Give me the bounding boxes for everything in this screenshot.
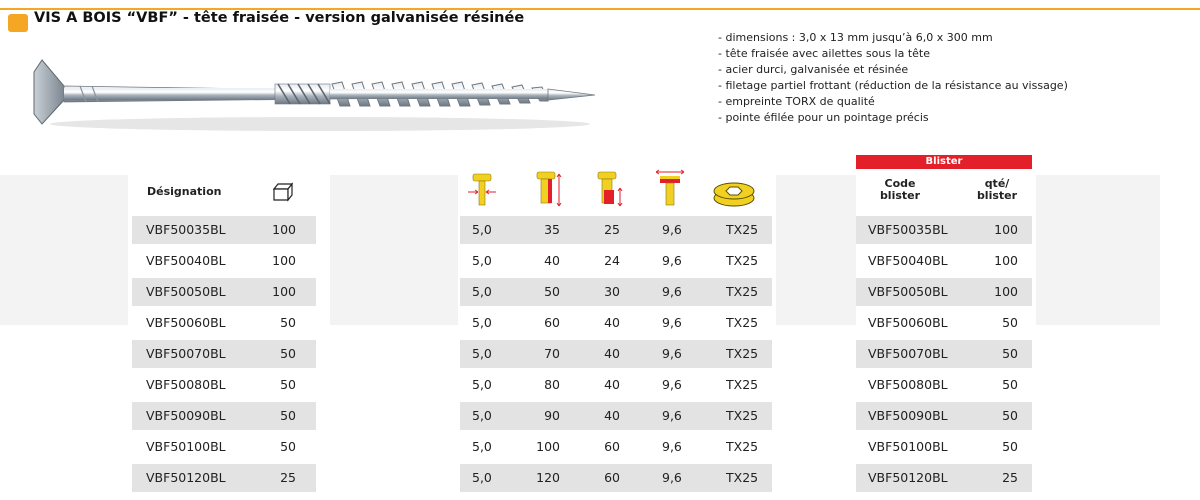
length-cell: 90 xyxy=(544,408,560,423)
head-diameter-cell: 9,6 xyxy=(662,408,682,423)
table-row xyxy=(132,402,316,430)
box-qty-cell: 100 xyxy=(272,253,296,268)
head-diameter-icon xyxy=(656,168,684,212)
blister-qty-cell: 100 xyxy=(994,253,1018,268)
thread-length-icon xyxy=(596,170,624,214)
diameter-cell: 5,0 xyxy=(472,315,492,330)
thread-cell: 60 xyxy=(604,470,620,485)
torx-cell: TX25 xyxy=(726,470,759,485)
qty-blister-header xyxy=(962,178,1032,202)
torx-cell: TX25 xyxy=(726,439,759,454)
designation-cell: VBF50040BL xyxy=(146,253,226,268)
blister-code-cell: VBF50040BL xyxy=(868,253,948,268)
table-row xyxy=(856,278,1032,306)
head-diameter-cell: 9,6 xyxy=(662,439,682,454)
qty-header-line: blister xyxy=(976,189,1018,202)
head-diameter-cell: 9,6 xyxy=(662,222,682,237)
length-cell: 120 xyxy=(536,470,560,485)
table-row xyxy=(856,216,1032,244)
torx-cell: TX25 xyxy=(726,377,759,392)
head-diameter-cell: 9,6 xyxy=(662,253,682,268)
blister-qty-cell: 50 xyxy=(1002,408,1018,423)
torx-cell: TX25 xyxy=(726,408,759,423)
designation-cell: VBF50120BL xyxy=(146,470,226,485)
table-row xyxy=(132,371,316,399)
table-row xyxy=(460,247,772,275)
feature-item: - empreinte TORX de qualité xyxy=(718,95,875,108)
screw-length-icon xyxy=(535,170,563,214)
thread-cell: 40 xyxy=(604,408,620,423)
blister-code-cell: VBF50100BL xyxy=(868,439,948,454)
blister-code-cell: VBF50070BL xyxy=(868,346,948,361)
torx-cell: TX25 xyxy=(726,253,759,268)
box-icon xyxy=(272,180,294,206)
thread-cell: 24 xyxy=(604,253,620,268)
designation-cell: VBF50060BL xyxy=(146,315,226,330)
length-cell: 40 xyxy=(544,253,560,268)
screw-diameter-icon xyxy=(468,172,496,212)
background-strip xyxy=(330,175,458,325)
torx-bit-icon xyxy=(712,178,756,212)
torx-cell: TX25 xyxy=(726,284,759,299)
code-blister-header xyxy=(860,178,940,202)
length-cell: 80 xyxy=(544,377,560,392)
box-qty-cell: 25 xyxy=(280,470,296,485)
designation-header: Désignation xyxy=(147,185,222,198)
blister-code-cell: VBF50090BL xyxy=(868,408,948,423)
code-header-line: Code xyxy=(884,177,916,190)
screw-illustration xyxy=(20,38,600,148)
blister-qty-cell: 100 xyxy=(994,222,1018,237)
diameter-cell: 5,0 xyxy=(472,470,492,485)
thread-cell: 40 xyxy=(604,315,620,330)
feature-item: - pointe éfilée pour un pointage précis xyxy=(718,111,929,124)
designation-cell: VBF50090BL xyxy=(146,408,226,423)
blister-qty-cell: 50 xyxy=(1002,315,1018,330)
designation-cell: VBF50100BL xyxy=(146,439,226,454)
feature-list xyxy=(718,30,1068,126)
table-row xyxy=(460,309,772,337)
designation-cell: VBF50080BL xyxy=(146,377,226,392)
table-row xyxy=(460,216,772,244)
length-cell: 100 xyxy=(536,439,560,454)
table-row xyxy=(856,340,1032,368)
table-row xyxy=(132,247,316,275)
table-row xyxy=(856,309,1032,337)
table-row xyxy=(132,309,316,337)
box-qty-cell: 50 xyxy=(280,346,296,361)
diameter-cell: 5,0 xyxy=(472,222,492,237)
table-row xyxy=(856,433,1032,461)
feature-item: - acier durci, galvanisée et résinée xyxy=(718,63,909,76)
blister-code-cell: VBF50035BL xyxy=(868,222,948,237)
box-qty-cell: 50 xyxy=(280,439,296,454)
blister-code-cell: VBF50120BL xyxy=(868,470,948,485)
length-cell: 50 xyxy=(544,284,560,299)
blister-code-cell: VBF50050BL xyxy=(868,284,948,299)
table-row xyxy=(132,278,316,306)
thread-cell: 60 xyxy=(604,439,620,454)
blister-qty-cell: 50 xyxy=(1002,439,1018,454)
feature-item: - filetage partiel frottant (réduction de la résistance au vissage) xyxy=(718,79,1068,92)
length-cell: 70 xyxy=(544,346,560,361)
thread-cell: 25 xyxy=(604,222,620,237)
thread-cell: 40 xyxy=(604,346,620,361)
feature-item: - dimensions : 3,0 x 13 mm jusqu’à 6,0 x 300 mm xyxy=(718,31,993,44)
table-row xyxy=(460,433,772,461)
table-row xyxy=(856,402,1032,430)
header-bullet xyxy=(8,14,28,32)
code-header-line: blister xyxy=(879,189,921,202)
table-row xyxy=(460,278,772,306)
thread-cell: 40 xyxy=(604,377,620,392)
feature-item: - tête fraisée avec ailettes sous la tête xyxy=(718,47,930,60)
length-cell: 35 xyxy=(544,222,560,237)
designation-cell: VBF50035BL xyxy=(146,222,226,237)
table-row xyxy=(460,371,772,399)
table-row xyxy=(460,340,772,368)
diameter-cell: 5,0 xyxy=(472,346,492,361)
diameter-cell: 5,0 xyxy=(472,284,492,299)
designation-cell: VBF50070BL xyxy=(146,346,226,361)
page-title: VIS A BOIS “VBF” - tête fraisée - version galvanisée résinée xyxy=(34,10,525,26)
blister-qty-cell: 25 xyxy=(1002,470,1018,485)
background-strip xyxy=(776,175,856,325)
torx-cell: TX25 xyxy=(726,315,759,330)
designation-cell: VBF50050BL xyxy=(146,284,226,299)
head-diameter-cell: 9,6 xyxy=(662,346,682,361)
diameter-cell: 5,0 xyxy=(472,253,492,268)
background-strip xyxy=(0,175,128,325)
blister-qty-cell: 100 xyxy=(994,284,1018,299)
table-row xyxy=(132,340,316,368)
table-row xyxy=(856,371,1032,399)
blister-qty-cell: 50 xyxy=(1002,377,1018,392)
length-cell: 60 xyxy=(544,315,560,330)
table-row xyxy=(856,247,1032,275)
box-qty-cell: 50 xyxy=(280,377,296,392)
box-qty-cell: 100 xyxy=(272,284,296,299)
box-qty-cell: 100 xyxy=(272,222,296,237)
head-diameter-cell: 9,6 xyxy=(662,470,682,485)
head-diameter-cell: 9,6 xyxy=(662,377,682,392)
qty-header-line: qté/ xyxy=(984,177,1010,190)
torx-cell: TX25 xyxy=(726,346,759,361)
table-row xyxy=(460,402,772,430)
blister-code-cell: VBF50080BL xyxy=(868,377,948,392)
table-row xyxy=(460,464,772,492)
torx-cell: TX25 xyxy=(726,222,759,237)
table-row xyxy=(132,216,316,244)
head-diameter-cell: 9,6 xyxy=(662,284,682,299)
table-row xyxy=(856,464,1032,492)
diameter-cell: 5,0 xyxy=(472,439,492,454)
thread-cell: 30 xyxy=(604,284,620,299)
box-qty-cell: 50 xyxy=(280,315,296,330)
blister-code-cell: VBF50060BL xyxy=(868,315,948,330)
table-row xyxy=(132,464,316,492)
blister-qty-cell: 50 xyxy=(1002,346,1018,361)
diameter-cell: 5,0 xyxy=(472,377,492,392)
blister-banner: Blister xyxy=(856,155,1032,169)
table-row xyxy=(132,433,316,461)
diameter-cell: 5,0 xyxy=(472,408,492,423)
box-qty-cell: 50 xyxy=(280,408,296,423)
background-strip xyxy=(1036,175,1160,325)
head-diameter-cell: 9,6 xyxy=(662,315,682,330)
